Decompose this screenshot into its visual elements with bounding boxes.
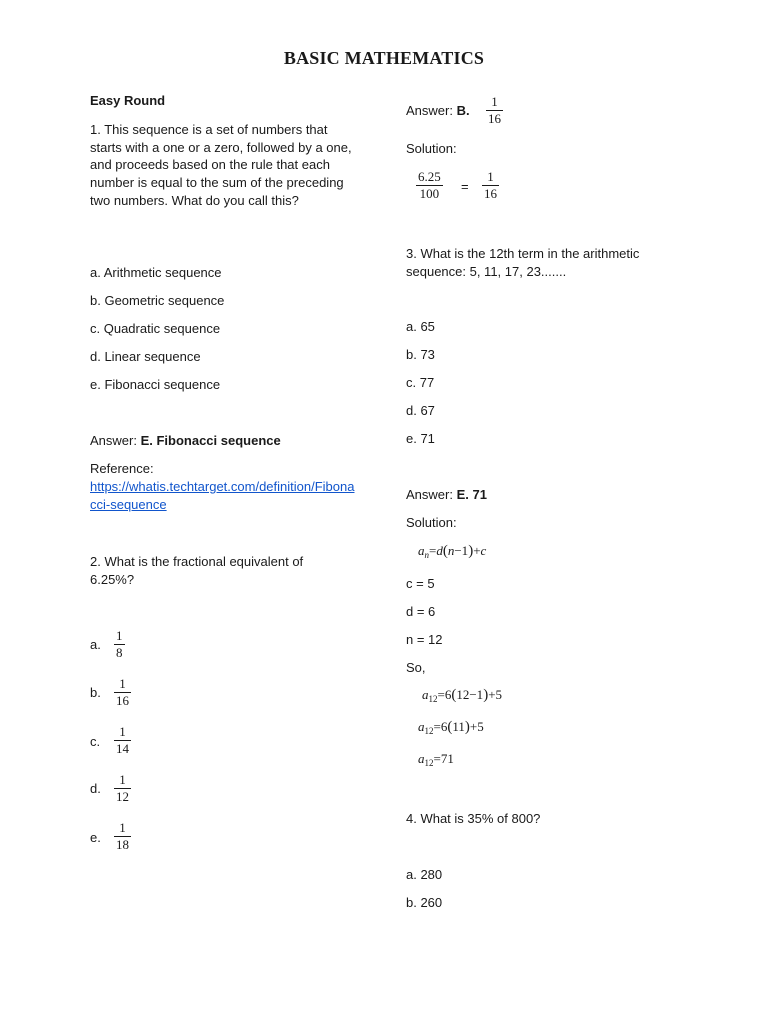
answer-prefix: Answer:: [90, 433, 141, 448]
formula-minus-one: −1: [454, 543, 469, 558]
q1-option-c: c. Quadratic sequence: [90, 321, 221, 336]
section-heading: Easy Round: [90, 93, 166, 108]
formula-lparen: (: [442, 543, 448, 559]
q1-option-b: b. Geometric sequence: [90, 293, 225, 308]
question-1-text: 1. This sequence is a set of numbers that starts with a one or a zero, followed by a one, and proceeds based on the rule that each number is equal to the sum of the preceding two numbers. What do you call this?: [90, 122, 352, 208]
q3-formula: [418, 543, 486, 560]
q2-answer-fraction: [486, 94, 503, 127]
step-expr: =71: [433, 751, 454, 766]
q3-option-b: b. 73: [406, 347, 435, 362]
reference-link[interactable]: https://whatis.techtarget.com/definition/Fibonacci-sequence: [90, 479, 355, 512]
formula-a: a: [418, 543, 425, 558]
answer-value: E. Fibonacci sequence: [140, 433, 281, 448]
question-3-text: 3. What is the 12th term in the arithmetic sequence: 5, 11, 17, 23.......: [406, 246, 640, 279]
q2-option-c-fraction: [114, 724, 131, 757]
answer-prefix: Answer:: [406, 103, 457, 118]
q3-step-3: [418, 751, 454, 768]
q1-option-e: e. Fibonacci sequence: [90, 377, 221, 392]
formula-rparen: ): [468, 543, 474, 559]
formula-sub: n: [424, 550, 429, 560]
step-tail: +5: [488, 687, 503, 702]
numerator: 1: [119, 772, 126, 787]
step-a: a: [422, 687, 429, 702]
q3-option-e: e. 71: [406, 431, 435, 446]
q3-option-a: a. 65: [406, 319, 435, 334]
denominator: 16: [116, 693, 129, 708]
q2-option-d-fraction: [114, 772, 131, 805]
step-sub: 12: [424, 726, 434, 736]
denominator: 14: [116, 741, 129, 756]
answer-value: B.: [456, 103, 470, 118]
step-sub: 12: [424, 758, 434, 768]
step-expr: =6: [437, 687, 452, 702]
denominator: 8: [116, 645, 123, 660]
numerator: 1: [116, 628, 123, 643]
step-rparen: ): [464, 719, 470, 735]
numerator: 1: [119, 820, 126, 835]
numerator: 1: [491, 94, 498, 109]
q1-answer: [90, 433, 362, 448]
q2-solution-label: Solution:: [406, 141, 457, 156]
q3-answer: [406, 487, 676, 502]
step-a: a: [418, 751, 425, 766]
q1-option-a: a. Arithmetic sequence: [90, 265, 222, 280]
formula-equals: =: [429, 543, 437, 558]
q2-option-b-letter: b.: [90, 685, 101, 700]
answer-value: E. 71: [456, 487, 487, 502]
answer-prefix: Answer:: [406, 487, 457, 502]
step-tail: +5: [469, 719, 484, 734]
q4-option-a: a. 280: [406, 867, 443, 882]
formula-n: n: [447, 543, 455, 558]
step-inner: 11: [452, 719, 465, 734]
denominator: 18: [116, 837, 129, 852]
formula-plus: +: [473, 543, 481, 558]
step-lparen: (: [447, 719, 453, 735]
denominator: 100: [419, 186, 440, 201]
q3-option-d: d. 67: [406, 403, 435, 418]
q2-solution-rhs-fraction: [482, 169, 499, 202]
denominator: 16: [488, 111, 501, 126]
q4-option-b: b. 260: [406, 895, 443, 910]
denominator: 16: [484, 186, 497, 201]
q3-solution-label: Solution:: [406, 515, 457, 530]
step-inner: 12−1: [456, 687, 484, 702]
step-sub: 12: [428, 694, 438, 704]
q2-option-a-letter: a.: [90, 637, 101, 652]
numerator: 6.25: [418, 169, 441, 184]
q3-given-d: d = 6: [406, 604, 436, 619]
q3-step-1: [422, 687, 502, 704]
q2-option-d-letter: d.: [90, 781, 101, 796]
formula-c: c: [480, 543, 487, 558]
numerator: 1: [119, 676, 126, 691]
denominator: 12: [116, 789, 129, 804]
formula-d: d: [436, 543, 443, 558]
step-a: a: [418, 719, 425, 734]
step-rparen: ): [483, 687, 489, 703]
q2-solution-equals: =: [461, 179, 469, 194]
q3-option-c: c. 77: [406, 375, 435, 390]
q2-option-b-fraction: [114, 676, 131, 709]
step-lparen: (: [451, 687, 457, 703]
q1-option-d: d. Linear sequence: [90, 349, 201, 364]
numerator: 1: [487, 169, 494, 184]
numerator: 1: [119, 724, 126, 739]
q2-option-c-letter: c.: [90, 734, 101, 749]
q3-given-c: c = 5: [406, 576, 435, 591]
q3-given-n: n = 12: [406, 632, 443, 647]
question-4-text: 4. What is 35% of 800?: [406, 811, 541, 826]
q3-step-2: [418, 719, 484, 736]
q3-so-label: So,: [406, 660, 426, 675]
q2-option-e-letter: e.: [90, 830, 101, 845]
question-2-text: 2. What is the fractional equivalent of 6.25%?: [90, 554, 304, 587]
step-expr: =6: [433, 719, 448, 734]
q2-solution-lhs-fraction: [416, 169, 443, 202]
q2-option-a-fraction: [114, 628, 125, 661]
q1-reference-label: Reference:: [90, 461, 154, 476]
q2-answer: [406, 103, 470, 118]
q2-option-e-fraction: [114, 820, 131, 853]
document-title: BASIC MATHEMATICS: [283, 48, 485, 68]
